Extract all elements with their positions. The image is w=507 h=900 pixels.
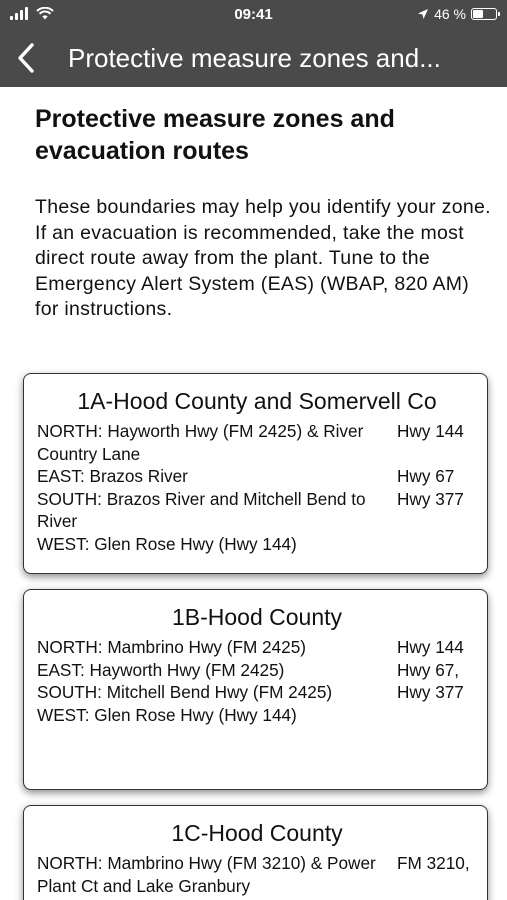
navigation-bar — [0, 30, 507, 87]
back-button[interactable] — [6, 38, 46, 78]
zone-title: 1C-Hood County — [171, 820, 343, 846]
zone-boundary: NORTH: Hayworth Hwy (FM 2425) & River Country Lane — [37, 421, 364, 464]
zone-route: Hwy 144 — [397, 637, 464, 657]
zone-route: Hwy 377 — [397, 488, 464, 509]
zone-card-1b[interactable] — [23, 589, 488, 790]
battery-icon — [471, 8, 497, 20]
zone-boundary: EAST: Brazos River — [37, 466, 188, 486]
status-bar — [0, 0, 507, 30]
zone-boundary: WEST: Glen Rose Hwy (Hwy 144) — [37, 704, 297, 725]
battery-fill — [473, 10, 483, 18]
zone-route — [397, 704, 477, 727]
zone-boundary: SOUTH: Mitchell Bend Hwy (FM 2425) — [37, 682, 333, 702]
zone-boundary: SOUTH: Brazos River and Mitchell Bend to River — [37, 488, 366, 531]
zone-card-1a[interactable] — [23, 373, 488, 574]
zone-route: Hwy 67, — [397, 659, 460, 680]
zone-title: 1B-Hood County — [171, 604, 343, 630]
chevron-left-icon — [17, 43, 35, 73]
zone-route: Hwy 377 — [397, 682, 464, 702]
zone-rows — [37, 852, 477, 897]
zone-route: Hwy 67 — [397, 466, 455, 486]
status-time: 09:41 — [234, 6, 273, 23]
zone-boundary: WEST: Glen Rose Hwy (Hwy 144) — [37, 533, 297, 554]
battery-percent: 46 % — [434, 6, 466, 22]
location-arrow-icon — [417, 8, 429, 20]
zone-boundary: NORTH: Mambrino Hwy (FM 2425) — [37, 637, 306, 657]
zone-route: Hwy 144 — [397, 421, 464, 441]
page-title: Protective measure zones and evacuation routes — [35, 105, 395, 165]
zone-rows — [37, 636, 477, 726]
status-right — [417, 6, 497, 22]
zone-route: FM 3210, — [397, 853, 470, 873]
zone-rows — [37, 420, 477, 555]
zone-boundary: EAST: Hayworth Hwy (FM 2425) — [37, 659, 285, 680]
intro-text: These boundaries may help you identify your zone. If an evacuation is recommended, take the most direct route away from the plant. Tune to the Emergency Alert System (EAS) (WBAP, 820 AM) for instructions. — [35, 196, 491, 320]
battery-tip — [498, 12, 500, 16]
zone-title: 1A-Hood County and Somervell Co — [77, 388, 437, 414]
nav-title: Protective measure zones and... — [68, 43, 441, 73]
zone-card-1c[interactable] — [23, 805, 488, 900]
zone-boundary: NORTH: Mambrino Hwy (FM 3210) & Power Plant Ct and Lake Granbury — [37, 853, 376, 896]
zone-route — [397, 533, 477, 556]
